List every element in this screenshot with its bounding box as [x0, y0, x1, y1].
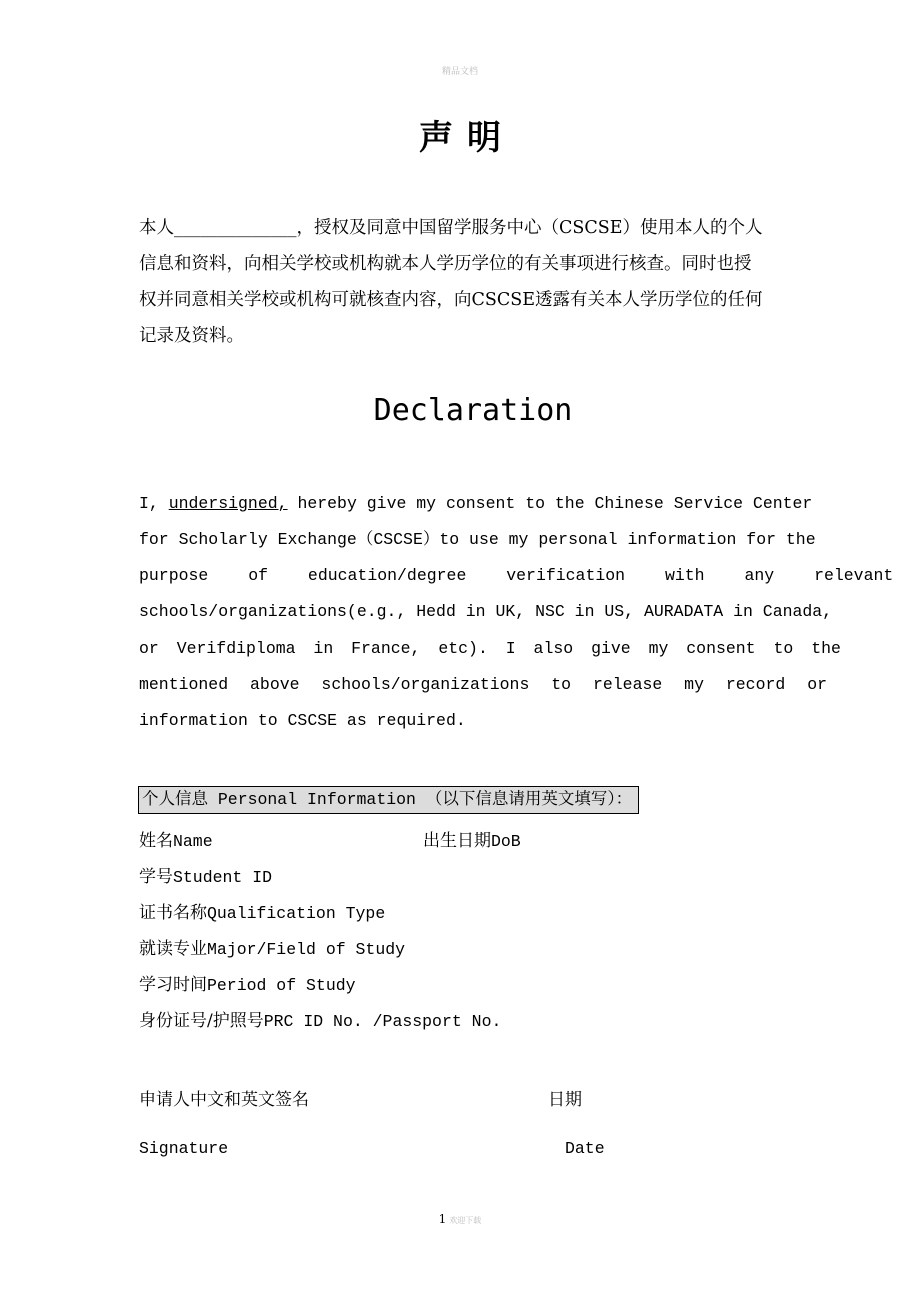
statement-cn-prefix: 本人 [139, 218, 174, 238]
field-name [139, 829, 213, 854]
field-qualification-en: Qualification Type [207, 904, 386, 923]
field-period-en: Period of Study [207, 976, 356, 995]
field-student-id-cn: 学号 [139, 867, 173, 887]
field-period-cn: 学习时间 [139, 975, 207, 995]
field-major [139, 937, 405, 962]
field-student-id [139, 865, 272, 890]
statement-cn-line-3: 权并同意相关学校或机构可就核查内容，向CSCSE透露有关本人学历学位的任何 [139, 290, 763, 310]
declaration-line-2: for Scholarly Exchange（CSCSE）to use my personal information for the [139, 530, 816, 549]
field-id-passport-cn: 身份证号/护照号 [139, 1011, 264, 1031]
declaration-line-7: information to CSCSE as required. [139, 711, 466, 730]
date-label-en: Date [565, 1139, 605, 1158]
field-major-cn: 就读专业 [139, 939, 207, 959]
footer-note: 欢迎下载 [449, 1216, 482, 1225]
statement-cn-suffix: ，授权及同意中国留学服务中心（CSCSE）使用本人的个人 [296, 218, 763, 238]
declaration-line-3: purpose of education/degree verification with any relevant [139, 566, 894, 585]
field-name-en: Name [173, 832, 213, 851]
declaration-line-1 [139, 492, 813, 516]
field-dob [423, 829, 521, 854]
field-dob-cn: 出生日期 [423, 831, 491, 851]
field-id-passport-en: PRC ID No. /Passport No. [263, 1012, 502, 1031]
field-qualification [139, 901, 385, 926]
declaration-line-5: or Verifdiploma in France, etc). I also give my consent to the [139, 639, 841, 658]
undersigned-text: undersigned, [168, 494, 288, 513]
field-name-cn: 姓名 [139, 831, 173, 851]
field-student-id-en: Student ID [173, 868, 273, 887]
page-footer [0, 1212, 920, 1226]
field-qualification-cn: 证书名称 [139, 903, 207, 923]
date-label-cn: 日期 [548, 1090, 582, 1110]
page-title-cn: 声明 [419, 118, 515, 158]
declaration-line-1-rest: hereby give my consent to the Chinese Service Center [297, 494, 813, 513]
declaration-start: I, [139, 494, 159, 513]
declaration-line-4: schools/organizations(e.g., Hedd in UK, NSC in US, AURADATA in Canada, [139, 602, 833, 621]
field-id-passport [139, 1009, 501, 1034]
field-major-en: Major/Field of Study [207, 940, 406, 959]
declaration-line-6: mentioned above schools/organizations to release my record or [139, 675, 827, 694]
header-watermark: 精品文档 [441, 67, 478, 77]
statement-cn-line-1 [139, 216, 784, 240]
signature-label-en: Signature [139, 1139, 229, 1158]
statement-cn-line-4: 记录及资料。 [139, 326, 244, 346]
name-blank: ______________ [174, 218, 297, 238]
signature-label-cn: 申请人中文和英文签名 [139, 1090, 309, 1110]
page-number: 1 [438, 1212, 447, 1226]
personal-info-heading: 个人信息 Personal Information （以下信息请用英文填写）： [138, 786, 639, 814]
field-dob-en: DoB [491, 832, 521, 851]
statement-cn-line-2: 信息和资料，向相关学校或机构就本人学历学位的有关事项进行核查。同时也授 [139, 254, 752, 274]
field-period [139, 973, 356, 998]
page-title-en: Declaration [373, 393, 573, 428]
